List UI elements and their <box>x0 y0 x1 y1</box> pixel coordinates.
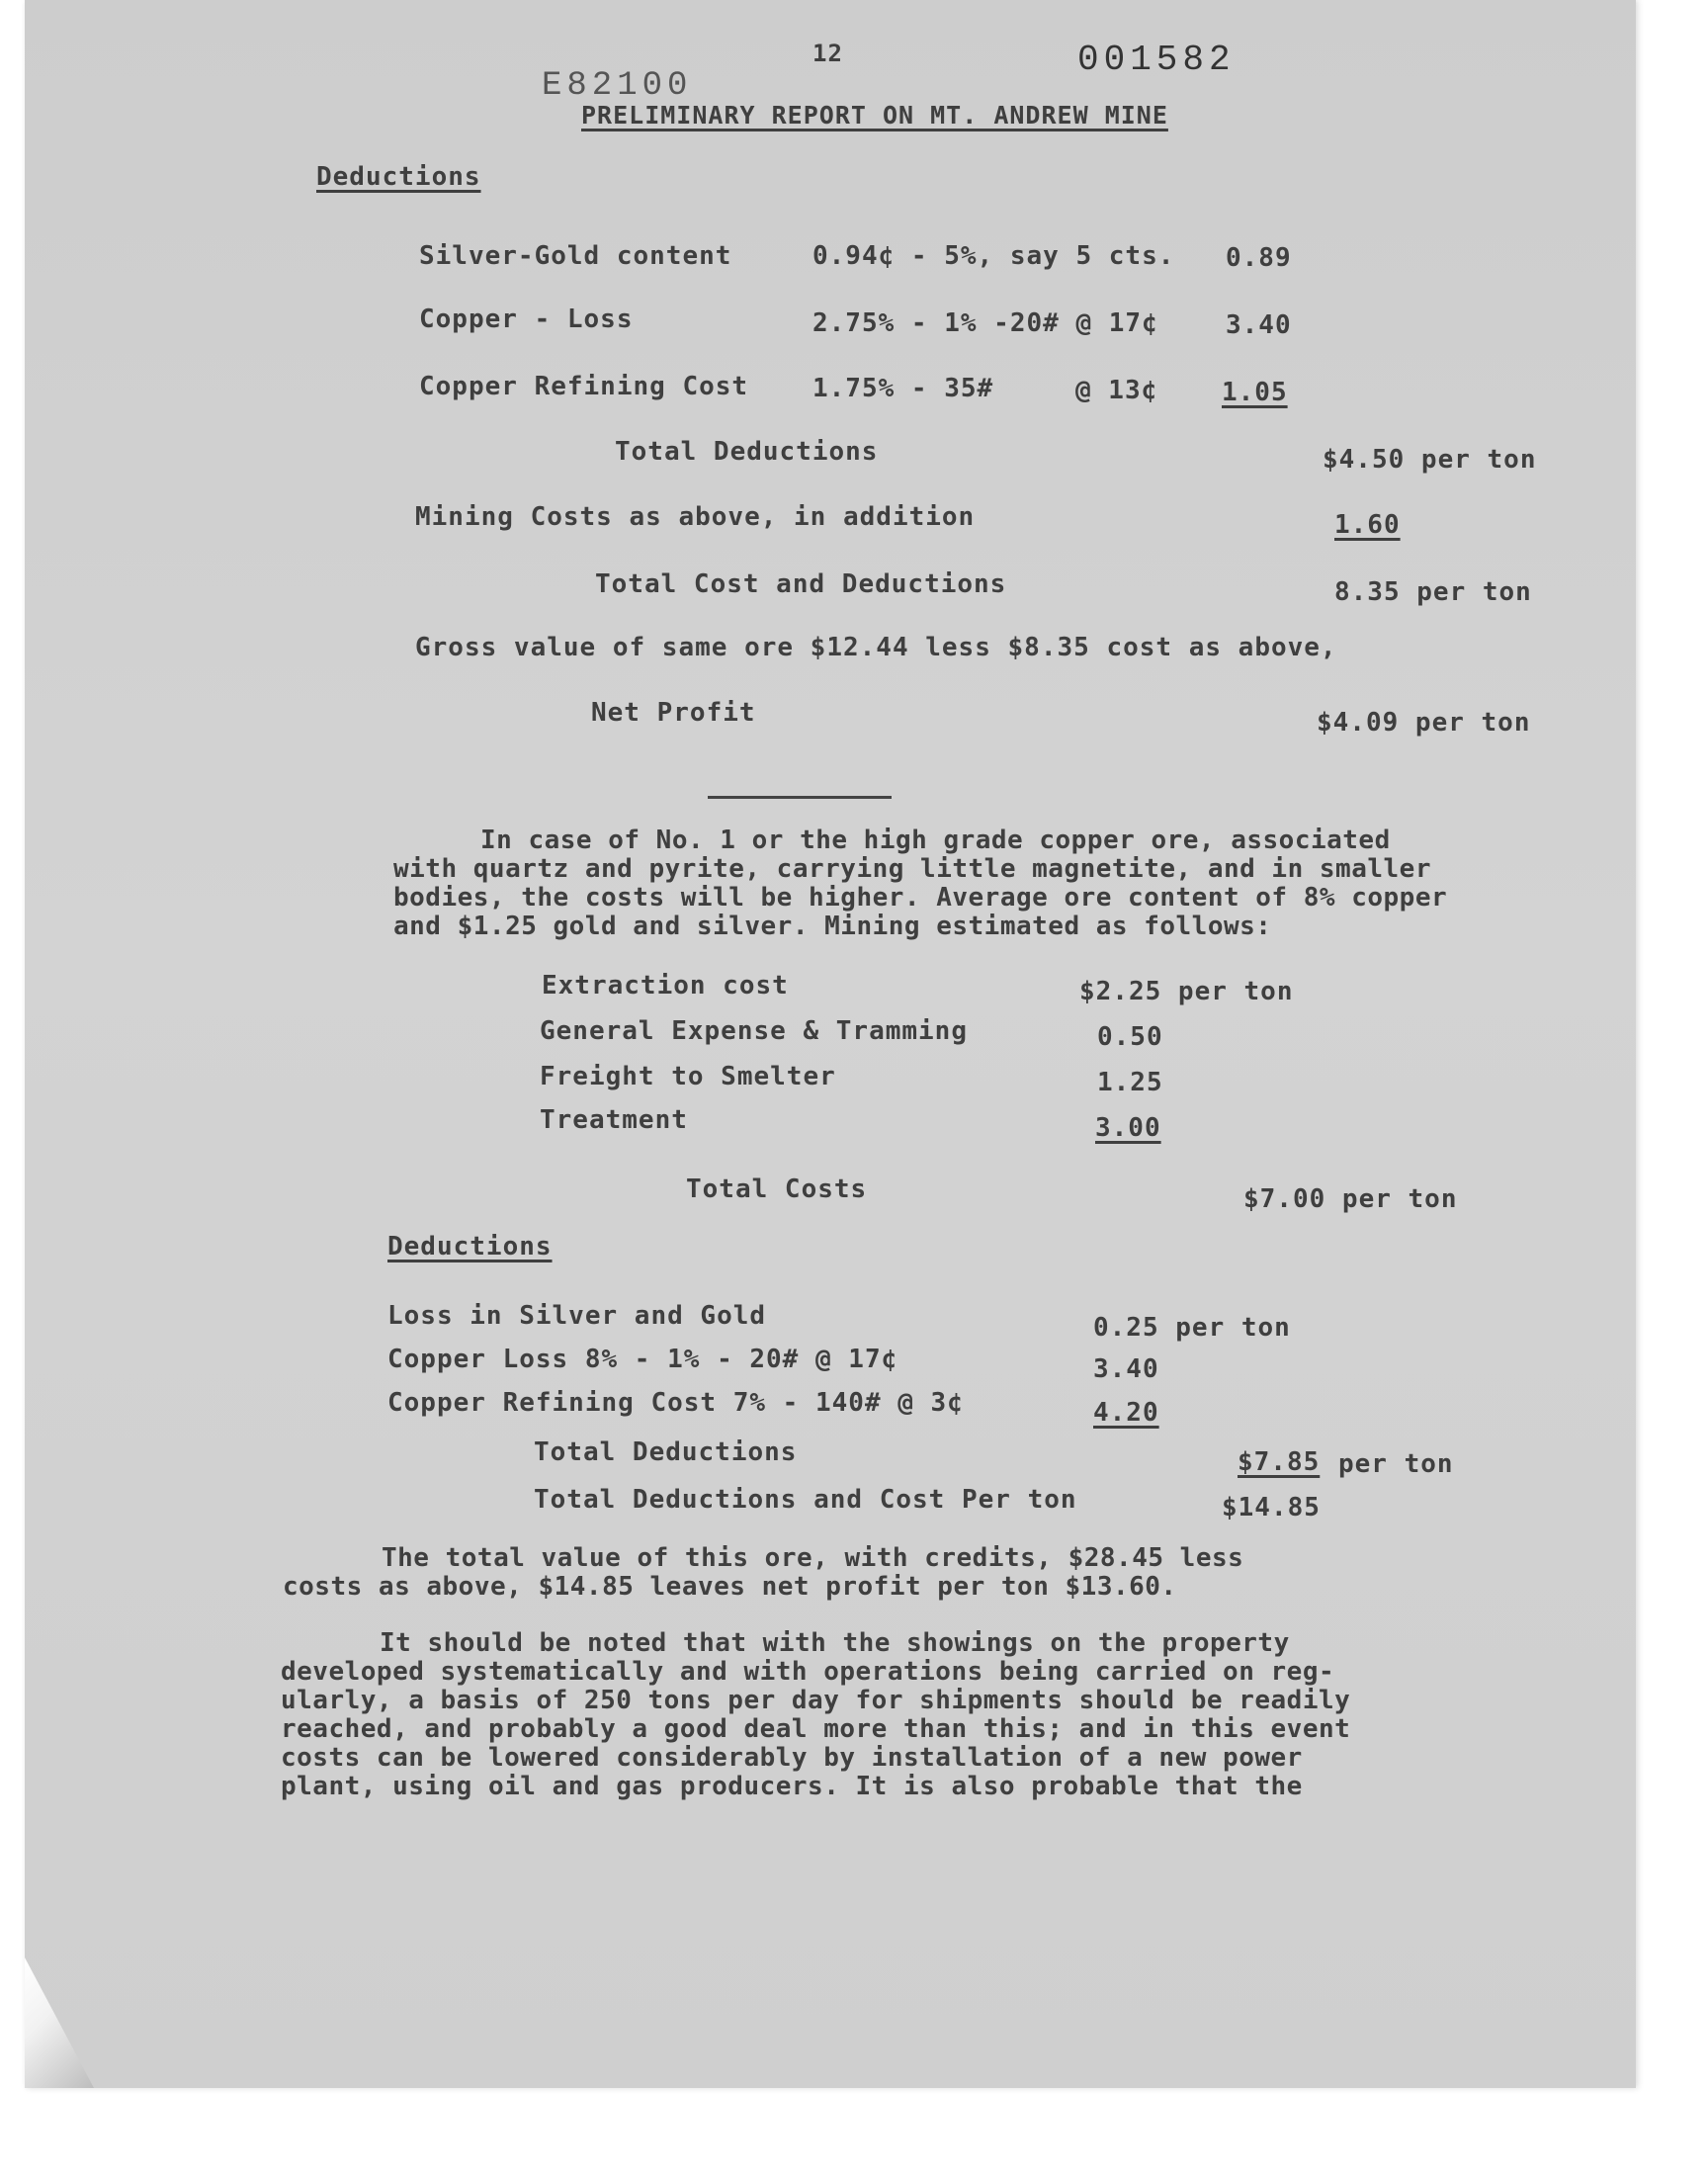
paragraph-line: bodies, the costs will be higher. Average ore content of 8% copper <box>393 883 1448 913</box>
s2-row3-label: Copper Refining Cost 7% - 140# @ 3¢ <box>387 1388 964 1418</box>
stamp-number: E82100 <box>542 67 693 105</box>
s2-total-all-value: $14.85 <box>1222 1493 1321 1522</box>
paragraph-line: costs as above, $14.85 leaves net profit per ton $13.60. <box>283 1572 1177 1602</box>
document-number: 001582 <box>1077 40 1236 80</box>
paragraph-high-grade-ore <box>393 826 1447 941</box>
s1-row1-calc: 0.94¢ - 5%, say 5 cts. <box>812 241 1175 271</box>
paragraph-showings <box>281 1629 1350 1801</box>
paragraph-total-value <box>283 1544 1243 1602</box>
paragraph-line: plant, using oil and gas producers. It is also probable that the <box>281 1772 1303 1801</box>
s2-row2-value: 3.40 <box>1093 1354 1159 1384</box>
s1-total-cost-label: Total Cost and Deductions <box>595 569 1007 599</box>
s1-row3-rate: @ 13¢ <box>1075 376 1158 405</box>
section2-heading: Deductions <box>387 1232 553 1262</box>
s1-mining-costs-label: Mining Costs as above, in addition <box>415 502 976 532</box>
s1-net-profit-label: Net Profit <box>591 698 756 728</box>
paragraph-line: developed systematically and with operations being carried on reg- <box>281 1657 1335 1687</box>
s1-row2-calc: 2.75% - 1% -20# @ 17¢ <box>812 308 1158 338</box>
paragraph-line: and $1.25 gold and silver. Mining estimated as follows: <box>393 912 1272 941</box>
s2-total-deductions-value: $7.85 <box>1238 1447 1321 1477</box>
costs-total-label: Total Costs <box>686 1174 868 1204</box>
s1-total-deductions-value: $4.50 per ton <box>1323 445 1537 475</box>
paragraph-line: reached, and probably a good deal more than this; and in this event <box>281 1714 1351 1744</box>
cost-row2-label: General Expense & Tramming <box>540 1016 968 1046</box>
cost-row1-value: $2.25 per ton <box>1079 977 1294 1006</box>
s1-row3-label: Copper Refining Cost <box>419 372 749 401</box>
paragraph-line: with quartz and pyrite, carrying little magnetite, and in smaller <box>393 854 1431 884</box>
s1-mining-costs-value: 1.60 <box>1334 510 1401 540</box>
s2-row3-value: 4.20 <box>1093 1398 1159 1428</box>
s2-row1-label: Loss in Silver and Gold <box>387 1301 767 1331</box>
s1-row1-value: 0.89 <box>1226 243 1292 273</box>
cost-row4-value: 3.00 <box>1095 1113 1161 1143</box>
paragraph-line: ularly, a basis of 250 tons per day for shipments should be readily <box>281 1686 1351 1715</box>
paragraph-line: The total value of this ore, with credits, $28.45 less <box>382 1543 1244 1573</box>
separator-line <box>708 796 892 799</box>
paragraph-line: In case of No. 1 or the high grade copper ore, associated <box>480 826 1391 855</box>
cost-row3-label: Freight to Smelter <box>540 1062 836 1091</box>
s1-row1-label: Silver-Gold content <box>419 241 732 271</box>
report-title: PRELIMINARY REPORT ON MT. ANDREW MINE <box>581 101 1168 130</box>
s2-total-deductions-unit: per ton <box>1338 1449 1454 1479</box>
cost-row1-label: Extraction cost <box>542 971 789 1000</box>
cost-row4-label: Treatment <box>540 1105 688 1135</box>
s2-row2-label: Copper Loss 8% - 1% - 20# @ 17¢ <box>387 1345 898 1374</box>
cost-row3-value: 1.25 <box>1097 1068 1163 1097</box>
s2-total-deductions-label: Total Deductions <box>534 1437 798 1467</box>
s2-row1-value: 0.25 per ton <box>1093 1313 1291 1343</box>
s1-gross-line: Gross value of same ore $12.44 less $8.35 cost as above, <box>415 633 1337 662</box>
s1-row2-value: 3.40 <box>1226 310 1292 340</box>
cost-row2-value: 0.50 <box>1097 1022 1163 1052</box>
page-number: 12 <box>812 40 843 67</box>
s1-row3-calc: 1.75% - 35# <box>812 374 994 403</box>
section1-heading: Deductions <box>316 162 481 192</box>
s1-total-deductions-label: Total Deductions <box>615 437 879 467</box>
paragraph-line: It should be noted that with the showings on the property <box>380 1628 1290 1658</box>
s1-net-profit-value: $4.09 per ton <box>1317 708 1531 738</box>
s1-total-cost-value: 8.35 per ton <box>1334 577 1532 607</box>
s2-total-all-label: Total Deductions and Cost Per ton <box>534 1485 1077 1515</box>
s1-row3-value: 1.05 <box>1222 378 1288 407</box>
costs-total-value: $7.00 per ton <box>1243 1184 1458 1214</box>
paragraph-line: costs can be lowered considerably by installation of a new power <box>281 1743 1303 1773</box>
s1-row2-label: Copper - Loss <box>419 304 634 334</box>
